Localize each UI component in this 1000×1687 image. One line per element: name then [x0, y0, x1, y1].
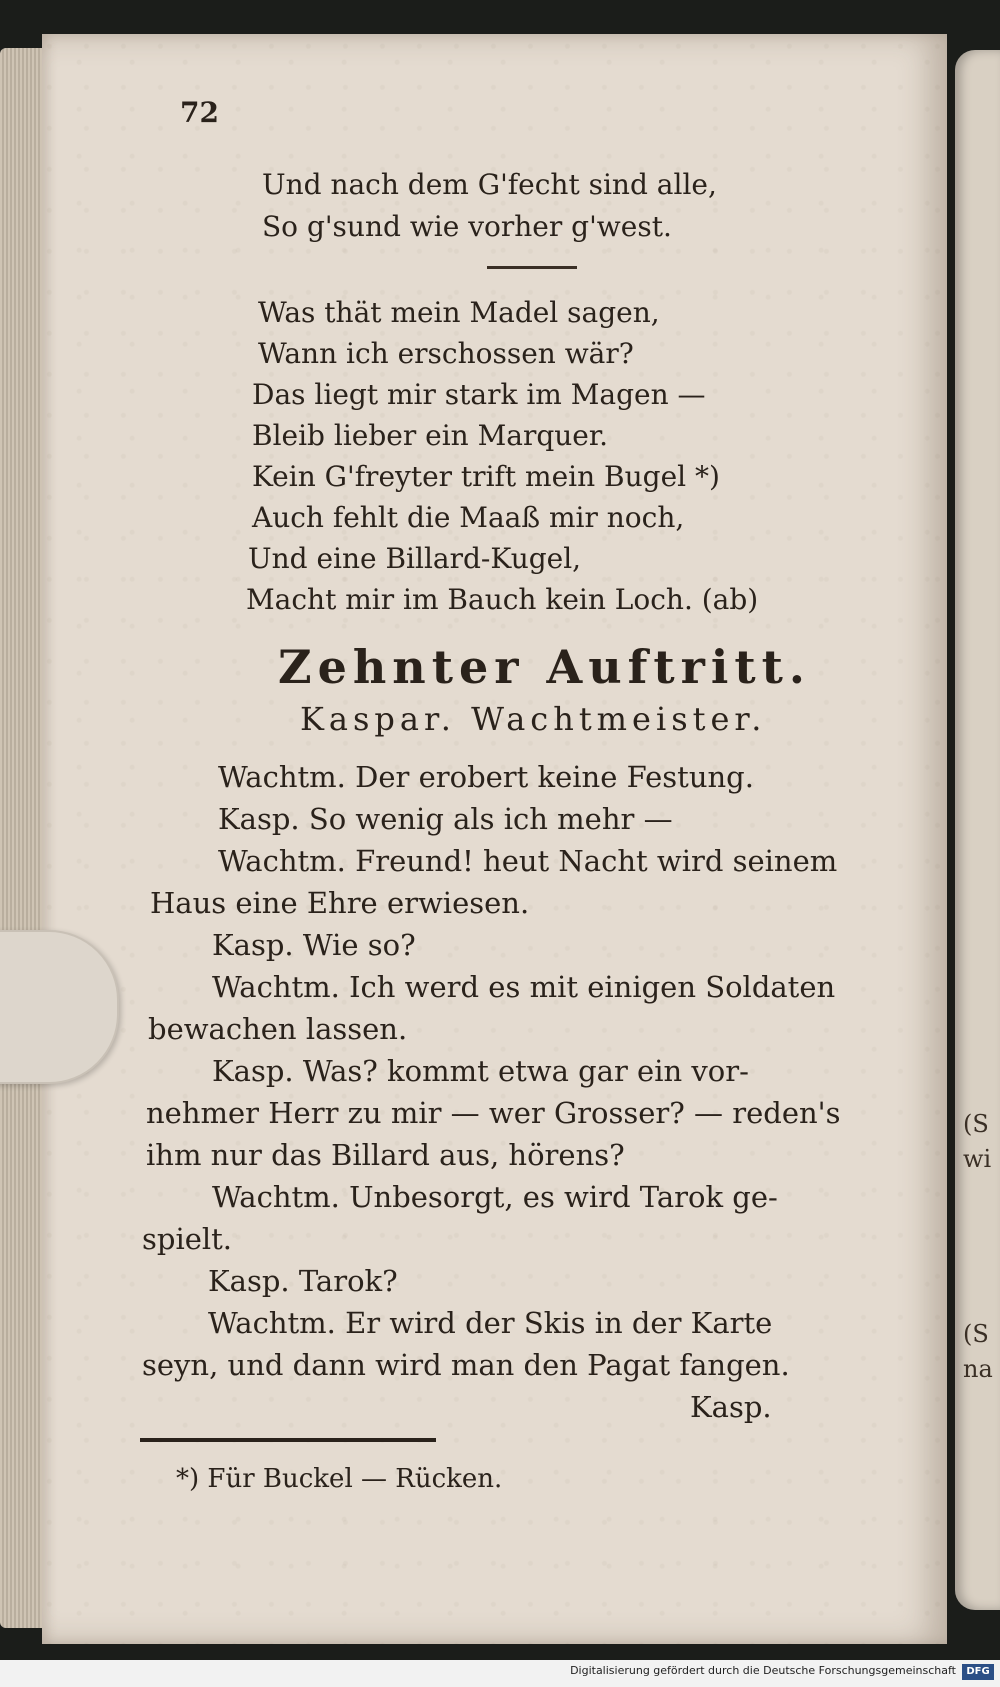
separator-line — [487, 266, 577, 269]
verse-line: Wann ich erschossen wär? — [258, 337, 634, 370]
dialog-line: Kasp. Tarok? — [208, 1264, 398, 1298]
dialog-line: spielt. — [142, 1222, 233, 1256]
next-page-fragment: na — [963, 1355, 993, 1383]
verse-line: Und eine Billard-Kugel, — [248, 542, 582, 575]
dialog-line: Wachtm. Freund! heut Nacht wird seinem — [218, 844, 838, 878]
verse-line: Macht mir im Bauch kein Loch. (ab) — [246, 583, 759, 616]
dialog-line: Wachtm. Ich werd es mit einigen Soldaten — [212, 970, 836, 1004]
book-edge — [0, 48, 48, 1628]
footnote-rule — [140, 1438, 436, 1442]
catchword: Kasp. — [690, 1390, 772, 1424]
verse-line: Bleib lieber ein Marquer. — [252, 419, 609, 452]
dialog-line: Kasp. Was? kommt etwa gar ein vor- — [212, 1054, 749, 1088]
next-page-fragment: (S — [963, 1110, 989, 1138]
verse-line: Und nach dem G'fecht sind alle, — [262, 168, 717, 201]
next-page-edge — [955, 50, 1000, 1610]
dialog-line: ihm nur das Billard aus, hörens? — [146, 1138, 625, 1172]
footnote: *) Für Buckel — Rücken. — [176, 1464, 503, 1494]
dfg-logo: DFG — [962, 1664, 994, 1680]
dialog-line: Wachtm. Er wird der Skis in der Karte — [208, 1306, 773, 1340]
digitization-credit: Digitalisierung gefördert durch die Deutsche Forschungsgemeinschaft — [570, 1664, 956, 1677]
dialog-line: Kasp. Wie so? — [212, 928, 416, 962]
next-page-fragment: wi — [963, 1145, 992, 1173]
dialog-line: Wachtm. Unbesorgt, es wird Tarok ge- — [212, 1180, 778, 1214]
dialog-line: nehmer Herr zu mir — wer Grosser? — reden's — [146, 1096, 841, 1130]
verse-line: Was thät mein Madel sagen, — [258, 296, 660, 329]
scene-heading: Zehnter Auftritt. — [278, 640, 811, 694]
dialog-line: Haus eine Ehre erwiesen. — [150, 886, 530, 920]
verse-line: Kein G'freyter trift mein Bugel *) — [252, 460, 720, 493]
footer-bar — [0, 1660, 1000, 1687]
next-page-fragment: (S — [963, 1320, 989, 1348]
dialog-line: Kasp. So wenig als ich mehr — — [218, 802, 673, 836]
dialog-line: bewachen lassen. — [148, 1012, 408, 1046]
verse-line: Auch fehlt die Maaß mir noch, — [252, 501, 685, 534]
verse-line: So g'sund wie vorher g'west. — [262, 210, 672, 243]
dialog-line: Wachtm. Der erobert keine Festung. — [218, 760, 754, 794]
dialog-line: seyn, und dann wird man den Pagat fangen. — [142, 1348, 790, 1382]
scene-persons: Kaspar. Wachtmeister. — [300, 700, 767, 738]
page-number: 72 — [180, 96, 219, 129]
book-page — [42, 34, 947, 1644]
verse-line: Das liegt mir stark im Magen — — [252, 378, 706, 411]
